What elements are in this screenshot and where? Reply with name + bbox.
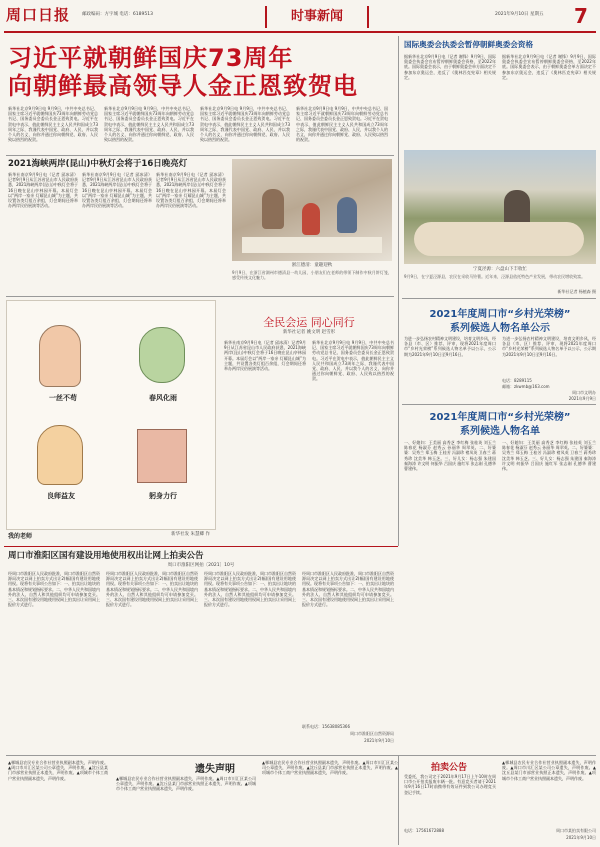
notice-body: 受委托，我公司定于2021年9月17日上午10时在周口市公开拍卖报废车辆一批。有意竞买者请于2021年9月16日17时前携带有效证件到我公司办理竞买登记手续。 <box>404 774 496 795</box>
divider-lead <box>6 155 394 156</box>
lost-body-right: ▲郸城县农民专业合作社营业执照副本遗失，声明作废。▲周口市川汇区某公司公章遗失，声明作废。▲沈丘县某门市部营业执照正本遗失，声明作废。▲项城市个体工商户营业执照副本遗失，声明作废。 <box>262 760 398 776</box>
lead-body-b: 新华社北京9月9日电 9月9日，中共中央总书记、国家主席习近平就朝鲜国庆73周年向朝鲜劳动党总书记、国务委员会委员长金正恩致贺电。习近平在贺电中表示，值此朝鲜民主主义人民共和国成立73周年之际，我谨代表中国党、政府、人民，并以我个人的名义，向你并通过你向朝鲜党、政府、人民致以热烈的祝贺。 <box>104 106 194 143</box>
rank2-body-b: 一、好媳妇：王美丽 高秀芝 李红梅 张桂英 刘玉兰 陈春花 杨淑芬 赵秀云 孙丽华 周翠英。二、好婆婆：吴秀兰 郑玉梅 王桂芳 冯淑珍 褚凤英 卫春兰 蒋秀珍 沈美华 韩玉芝。三、好儿女：杨志强 朱建国 秦海涛 许文明 何振华 吕国庆 施红军 张志刚 孔德华 曹建伟。 <box>502 440 596 472</box>
feature-body-b: 新华社北京9月9日电 9月9日，中共中央总书记、国家主席习近平就朝鲜国庆73周年向朝鲜劳动党总书记、国务委员会委员长金正恩致贺电。习近平在贺电中表示，值此朝鲜民主主义人民共和国成立73周年之际，我谨代表中国党、政府、人民，并以我个人的名义，向你并通过你向朝鲜党、政府、人民致以热烈的祝贺。 <box>312 340 394 382</box>
divider-right-1 <box>402 298 596 299</box>
right-top-body-b: 据新华社北京9月9日电（记者 谢锋）9月9日，国际奥委会执委会宣布暂停朝鲜奥委会资格，至2022年底。国际奥委会表示，由于朝鲜奥委会单方面决定不参加东京奥运会，违反了《奥林匹克宪章》相关规定。 <box>502 54 596 80</box>
photo-figure-2 <box>302 203 320 235</box>
auction-body-d: 经周口市淮阳区人民政府批准，周口市淮阳区自然资源局决定以网上拍卖方式出让2(幅)国有建设用地使用权。现将有关事项公告如下：一、拍卖出让地块的基本情况和规划指标要求。二、中华人民共和国境内外的法人、自然人和其他组织均可申请参加竞买。三、本次国有建设用地使用权网上拍卖出让采用网上报价方式进行。 <box>302 571 394 608</box>
lead-title-line1: 习近平就朝鲜国庆73周年 <box>8 44 294 72</box>
divider-main <box>398 36 399 546</box>
page-number: 7 <box>574 4 588 28</box>
cartoon-panel <box>6 300 216 530</box>
cartoon-label-4: 躬身力行 <box>149 492 177 500</box>
notice-body-right: ▲郸城县农民专业合作社营业执照副本遗失，声明作废。▲周口市川汇区某公司公章遗失，声明作废。▲沈丘县某门市部营业执照正本遗失，声明作废。▲项城市个体工商户营业执照副本遗失，声明作废。 <box>502 760 596 781</box>
cartoon-label-1: 一丝不苟 <box>49 394 77 402</box>
cartoon-cell-1 <box>13 315 105 413</box>
auction-body-a: 经周口市淮阳区人民政府批准，周口市淮阳区自然资源局决定以网上拍卖方式出让2(幅)国有建设用地使用权。现将有关事项公告如下：一、拍卖出让地块的基本情况和规划指标要求。二、中华人民共和国境内外的法人、自然人和其他组织均可申请参加竞买。三、本次国有建设用地使用权网上拍卖出让采用网上报价方式进行。 <box>8 571 100 608</box>
friends-figure-icon <box>37 425 83 485</box>
story2-body-b: 新华社南京9月9日电（记者 邱冰清）记者9月9日从江苏省昆山市人民政府获悉，2021海峡两岸(昆山)中秋灯会将于16日晚在昆山亭林园开幕。本届灯会以“两岸一家亲 灯耀昆山城”为主题，共设置各类灯组百余组，灯会期间还将举办两岸民俗展演等活动。 <box>82 172 152 209</box>
divider-lost <box>6 755 596 756</box>
story2-body-c: 新华社南京9月9日电（记者 邱冰清）记者9月9日从江苏省昆山市人民政府获悉，2021海峡两岸(昆山)中秋灯会将于16日晚在昆山亭林园开幕。本届灯会以“两岸一家亲 灯耀昆山城”为主题，共设置各类灯组百余组，灯会期间还将举办两岸民俗展演等活动。 <box>156 172 226 209</box>
cartoon-cell-3 <box>13 419 105 515</box>
harvest-photo <box>404 150 596 264</box>
watering-can-icon <box>139 327 185 383</box>
harvest-pile <box>414 222 584 256</box>
rank1-title-line1: 2021年度周口市“乡村光荣榜” <box>429 309 571 320</box>
rank1-body-b: 为进一步弘扬农村精神文明建设，培育文明乡风，经各县（市、区）推荐、评审，现将2021年度周口市“乡村光荣榜”系列候选人物名单予以公示，公示期为2021年9月10日至9月16日。 <box>502 336 596 357</box>
lead-body-a: 新华社北京9月9日电 9月9日，中共中央总书记、国家主席习近平就朝鲜国庆73周年向朝鲜劳动党总书记、国务委员会委员长金正恩致贺电。习近平在贺电中表示，值此朝鲜民主主义人民共和国成立73周年之际，我谨代表中国党、政府、人民，并以我个人的名义，向你并通过你向朝鲜党、政府、人民致以热烈的祝贺。 <box>8 106 98 143</box>
cartoon-cell-4 <box>115 419 207 515</box>
kindergarten-photo-desc: 9月9日，在浙江省湖州市德清县一幼儿园，小朋友们在老师的带领下制作中秋月饼灯笼，感受传统文化魅力。 <box>232 270 392 281</box>
issue-date: 2021年9月10日 星期五 <box>495 12 544 17</box>
lost-body-mid: ▲郸城县农民专业合作社营业执照副本遗失，声明作废。▲周口市川汇区某公司公章遗失，声明作废。▲沈丘县某门市部营业执照正本遗失，声明作废。▲项城市个体工商户营业执照副本遗失，声明作废。 <box>116 776 256 792</box>
photo-figure-1 <box>262 189 284 229</box>
kindergarten-photo <box>232 159 392 261</box>
harvest-photo-credit: 新华社记者 杨植森 摄 <box>557 289 596 294</box>
auction-issue-date: 2021年9月10日 <box>364 738 394 743</box>
rank1-email: 邮箱：zkwmb@163.com <box>502 384 550 389</box>
right-top-body-a: 据新华社北京9月9日电（记者 谢锋）9月9日，国际奥委会执委会宣布暂停朝鲜奥委会资格，至2022年底。国际奥委会表示，由于朝鲜奥委会单方面决定不参加东京奥运会，违反了《奥林匹克宪章》相关规定。 <box>404 54 496 80</box>
auction-title: 周口市淮阳区国有建设用地使用权出让网上拍卖公告 <box>8 551 204 561</box>
divider-bottom <box>398 755 399 845</box>
auction-contact: 联系电话：15638085366 <box>302 724 350 729</box>
harvest-photo-caption: 宁夏泾源：六盘山下丰收忙 <box>473 267 527 272</box>
harvest-photo-desc: 9月9日，在宁夏泾源县，农民在采收马铃薯。近年来，泾源县依托特色产业发展，带动农民增收致富。 <box>404 274 586 279</box>
rank1-title-line2: 系列候选人物名单公示 <box>450 323 550 334</box>
story2-title: 2021海峡两岸(昆山)中秋灯会将于16日晚亮灯 <box>8 159 188 169</box>
notice-title: 拍卖公告 <box>430 763 467 773</box>
feature-title: 全民会运 同心同行 <box>263 316 355 329</box>
rank2-title-line1: 2021年度周口市“乡村光荣榜” <box>429 412 571 423</box>
feature-byline: 新华社记者 姚文明 赵雪彤 <box>282 330 336 335</box>
auction-body-b: 经周口市淮阳区人民政府批准，周口市淮阳区自然资源局决定以网上拍卖方式出让2(幅)国有建设用地使用权。现将有关事项公告如下：一、拍卖出让地块的基本情况和规划指标要求。二、中华人民共和国境内外的法人、自然人和其他组织均可申请参加竞买。三、本次国有建设用地使用权网上拍卖出让采用网上报价方式进行。 <box>106 571 198 608</box>
photo-table <box>242 237 382 253</box>
divider-story2 <box>6 296 394 297</box>
masthead-meta: 邮政编码：方宇城 电话：6189513 <box>82 12 153 17</box>
auction-issuer: 周口市淮阳区自然资源局 <box>350 731 394 736</box>
right-top-title: 国际奥委会执委会暂停朝鲜奥委会资格 <box>404 40 534 49</box>
section-title: 时事新闻 <box>265 6 369 28</box>
notice-issue-date: 2021年9月10日 <box>566 835 596 840</box>
lead-title-line2: 向朝鲜最高领导人金正恩致贺电 <box>8 72 358 100</box>
auction-top-rule <box>4 546 398 547</box>
cartoon-label-2: 春风化雨 <box>149 394 177 402</box>
auction-subtitle: 周口市淮阳区网拍〔2021〕10号 <box>167 563 235 568</box>
lead-body-c: 新华社北京9月9日电 9月9日，中共中央总书记、国家主席习近平就朝鲜国庆73周年向朝鲜劳动党总书记、国务委员会委员长金正恩致贺电。习近平在贺电中表示，值此朝鲜民主主义人民共和国成立73周年之际，我谨代表中国党、政府、人民，并以我个人的名义，向你并通过你向朝鲜党、政府、人民致以热烈的祝贺。 <box>200 106 290 143</box>
cartoon-label-3: 良师益友 <box>47 492 75 500</box>
notice-tel: 电话：17561672888 <box>404 828 444 833</box>
cartoon-caption: 我的老师 <box>8 533 33 540</box>
notice-issuer: 周口市某拍卖有限公司 <box>556 828 596 833</box>
rank1-contact: 电话：8289115 <box>502 378 532 383</box>
lost-body-left: ▲郸城县农民专业合作社营业执照副本遗失，声明作废。▲周口市川汇区某公司公章遗失，声明作废。▲沈丘县某门市部营业执照正本遗失，声明作废。▲项城市个体工商户营业执照副本遗失，声明作废。 <box>8 760 108 781</box>
cartoon-cell-2 <box>115 315 207 413</box>
kindergarten-photo-caption: 浙江德清：童趣迎秋 <box>291 263 333 268</box>
lost-title: 遗失声明 <box>195 764 235 775</box>
rank2-body-a: 一、好媳妇：王美丽 高秀芝 李红梅 张桂英 刘玉兰 陈春花 杨淑芬 赵秀云 孙丽华 周翠英。二、好婆婆：吴秀兰 郑玉梅 王桂芳 冯淑珍 褚凤英 卫春兰 蒋秀珍 沈美华 韩玉芝。三、好儿女：杨志强 朱建国 秦海涛 许文明 何振华 吕国庆 施红军 张志刚 孔德华 曹建伟。 <box>404 440 496 472</box>
lead-body-d: 新华社北京9月9日电 9月9日，中共中央总书记、国家主席习近平就朝鲜国庆73周年向朝鲜劳动党总书记、国务委员会委员长金正恩致贺电。习近平在贺电中表示，值此朝鲜民主主义人民共和国成立73周年之际，我谨代表中国党、政府、人民，并以我个人的名义，向你并通过你向朝鲜党、政府、人民致以热烈的祝贺。 <box>296 106 388 143</box>
divider-right-2 <box>402 404 596 405</box>
photo-figure-3 <box>337 197 357 233</box>
rank1-issuer: 周口市文明办 <box>572 390 596 395</box>
teacher-figure-icon <box>39 325 81 387</box>
auction-body-c: 经周口市淮阳区人民政府批准，周口市淮阳区自然资源局决定以网上拍卖方式出让2(幅)国有建设用地使用权。现将有关事项公告如下：一、拍卖出让地块的基本情况和规划指标要求。二、中华人民共和国境内外的法人、自然人和其他组织均可申请参加竞买。三、本次国有建设用地使用权网上拍卖出让采用网上报价方式进行。 <box>204 571 296 608</box>
cartoon-credit: 新华社发 朱慧卿 作 <box>171 532 210 537</box>
story2-body-a: 新华社南京9月9日电（记者 邱冰清）记者9月9日从江苏省昆山市人民政府获悉，2021海峡两岸(昆山)中秋灯会将于16日晚在昆山亭林园开幕。本届灯会以“两岸一家亲 灯耀昆山城”为主题，共设置各类灯组百余组，灯会期间还将举办两岸民俗展演等活动。 <box>8 172 78 209</box>
feature-body-a: 新华社南京9月9日电（记者 邱冰清）记者9月9日从江苏省昆山市人民政府获悉，2021海峡两岸(昆山)中秋灯会将于16日晚在昆山亭林园开幕。本届灯会以“两岸一家亲 灯耀昆山城”为主题，共设置各类灯组百余组，灯会期间还将举办两岸民俗展演等活动。 <box>224 340 306 372</box>
masthead-rule <box>4 31 596 33</box>
rank1-issue-date: 2021年9月9日 <box>568 396 596 401</box>
rank1-body-a: 为进一步弘扬农村精神文明建设，培育文明乡风，经各县（市、区）推荐、评审，现将2021年度周口市“乡村光荣榜”系列候选人物名单予以公示，公示期为2021年9月10日至9月16日。 <box>404 336 496 357</box>
rank2-title-line2: 系列候选人物名单 <box>460 426 540 437</box>
masthead-logo: 周口日报 <box>6 6 71 24</box>
book-stack-icon <box>137 429 187 483</box>
